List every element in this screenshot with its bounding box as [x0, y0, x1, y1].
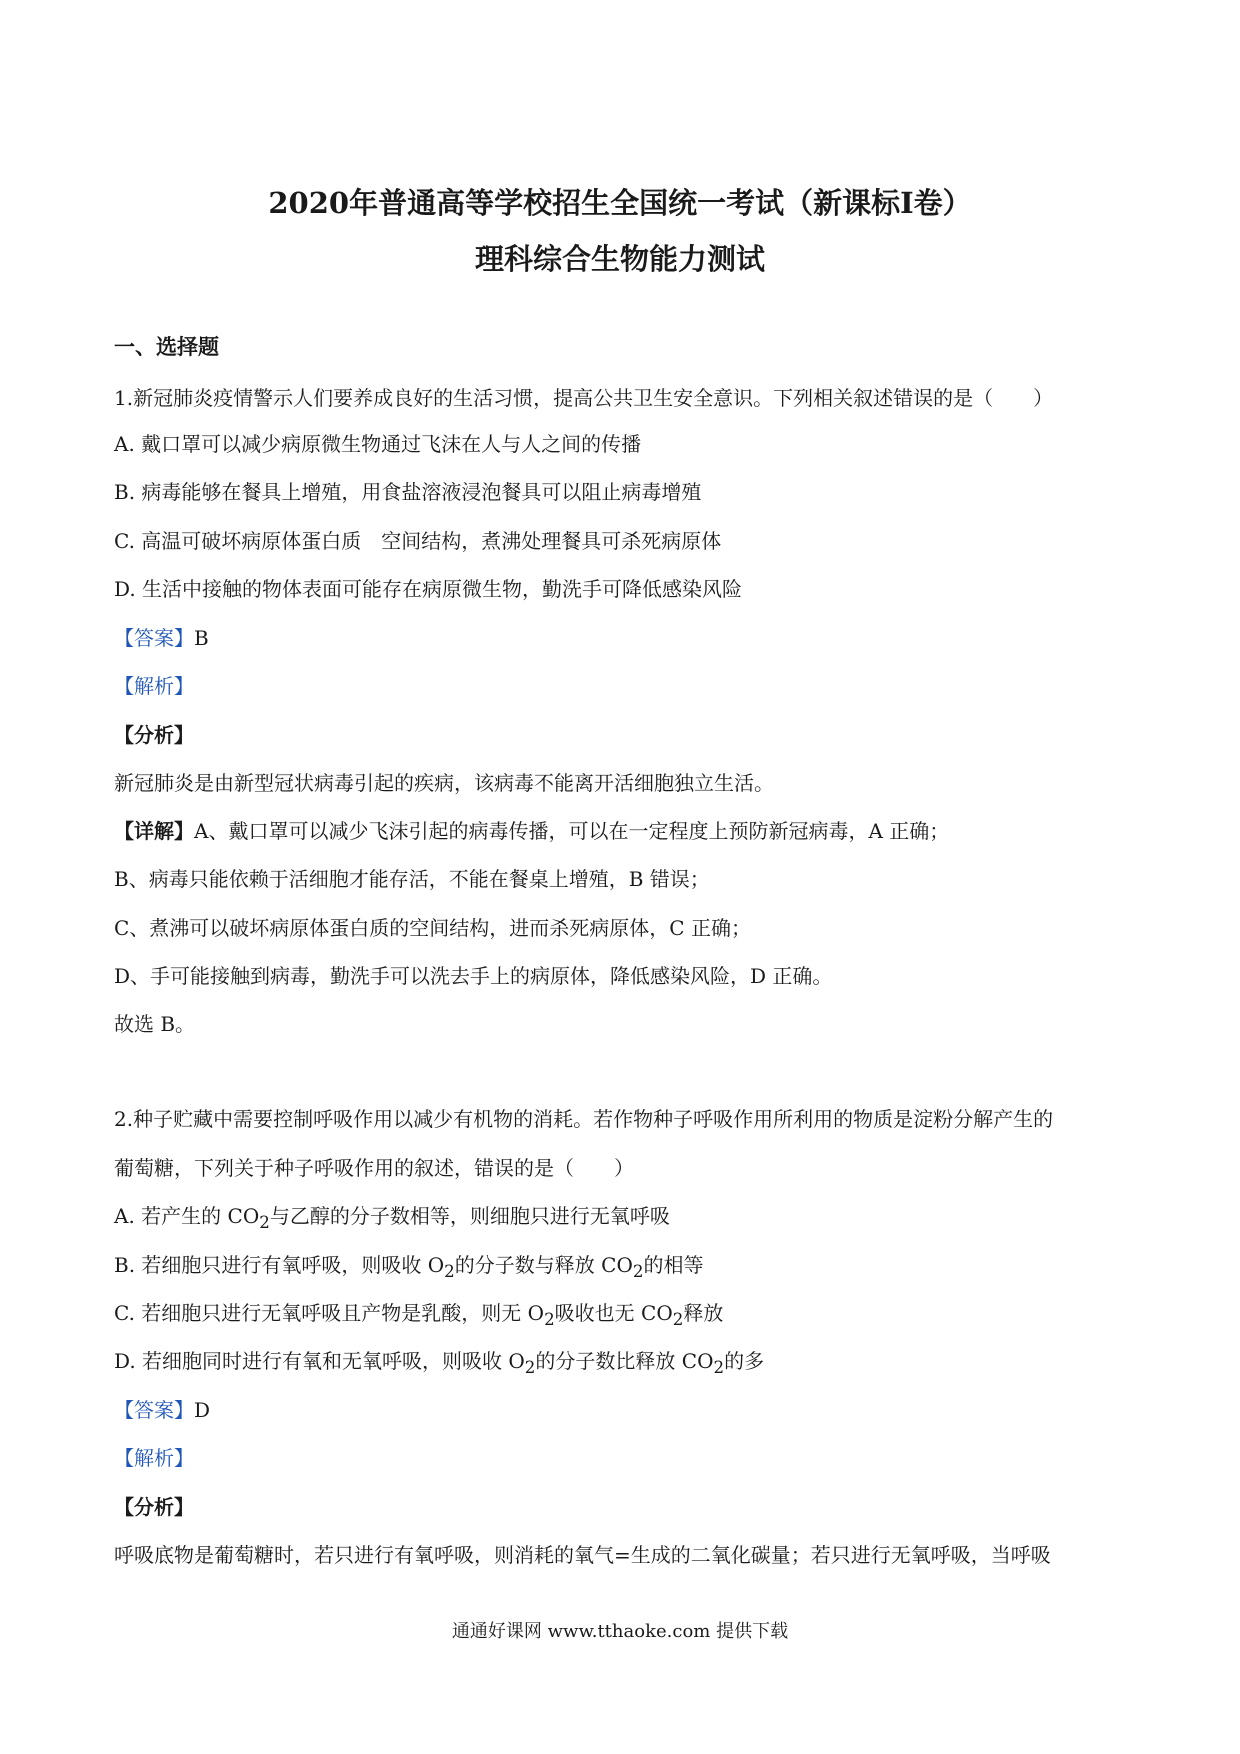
opt-text: 的相等	[643, 1253, 704, 1277]
opt-text: C. 若细胞只进行无氧呼吸且产物是乳酸，则无 O	[114, 1301, 545, 1325]
subscript: 2	[544, 1310, 555, 1329]
subscript: 2	[632, 1262, 644, 1281]
q1-answer	[114, 625, 209, 651]
opt-text: 的分子数比释放 CO	[535, 1349, 714, 1373]
opt-text: 释放	[683, 1301, 724, 1325]
q2-fenxi-label: 【分析】	[114, 1495, 194, 1519]
q2-jiexi-label: 【解析】	[114, 1446, 194, 1470]
opt-text: A. 若产生的 CO	[114, 1204, 260, 1228]
q1-detail-2: B、病毒只能依赖于活细胞才能存活，不能在餐桌上增殖，B 错误；	[114, 867, 710, 891]
q1-option-a: A. 戴口罩可以减少病原微生物通过飞沫在人与人之间的传播	[114, 432, 642, 456]
q2-option-c	[114, 1300, 723, 1333]
exam-subtitle: 理科综合生物能力测试	[474, 242, 765, 276]
q2-stem-line-1: 2.种子贮藏中需要控制呼吸作用以减少有机物的消耗。若作物种子呼吸作用所利用的物质是淀粉分解产生的	[114, 1107, 1054, 1131]
q1-stem: 1.新冠肺炎疫情警示人们要养成良好的生活习惯，提高公共卫生安全意识。下列相关叙述错误的是（ ）	[114, 386, 1054, 410]
exam-title: 2020年普通高等学校招生全国统一考试（新课标Ⅰ卷）	[268, 186, 972, 220]
q2-option-a	[114, 1203, 670, 1236]
q2-answer	[114, 1397, 210, 1423]
q1-analysis: 新冠肺炎是由新型冠状病毒引起的疾病，该病毒不能离开活细胞独立生活。	[114, 771, 774, 795]
answer-value: B	[194, 626, 209, 650]
detail-text: A、戴口罩可以减少飞沫引起的病毒传播，可以在一定程度上预防新冠病毒，A 正确；	[194, 819, 950, 843]
q1-option-d: D. 生活中接触的物体表面可能存在病原微生物，勤洗手可降低感染风险	[114, 577, 743, 601]
q1-detail-3: C、煮沸可以破坏病原体蛋白质的空间结构，进而杀死病原体，C 正确；	[114, 916, 751, 940]
subscript: 2	[259, 1213, 270, 1232]
answer-label: 【答案】	[114, 626, 194, 650]
opt-text: 与乙醇的分子数相等，则细胞只进行无氧呼吸	[269, 1204, 670, 1228]
subscript: 2	[713, 1358, 725, 1377]
subscript: 2	[672, 1310, 684, 1329]
q1-conclusion: 故选 B。	[114, 1012, 196, 1036]
opt-text: 吸收也无 CO	[554, 1301, 673, 1325]
opt-text: 的分子数与释放 CO	[454, 1253, 633, 1277]
q2-option-b	[114, 1252, 703, 1285]
section-heading: 一、选择题	[114, 334, 219, 359]
q1-detail-1	[114, 818, 949, 844]
q1-option-b: B. 病毒能够在餐具上增殖，用食盐溶液浸泡餐具可以阻止病毒增殖	[114, 480, 702, 504]
detail-label: 【详解】	[114, 819, 194, 843]
q1-detail-4: D、手可能接触到病毒，勤洗手可以洗去手上的病原体，降低感染风险，D 正确。	[114, 964, 833, 988]
answer-label: 【答案】	[114, 1398, 194, 1422]
q1-fenxi-label: 【分析】	[114, 723, 194, 747]
answer-value: D	[194, 1398, 211, 1422]
subscript: 2	[524, 1358, 536, 1377]
q1-option-c: C. 高温可破坏病原体蛋白质 空间结构，煮沸处理餐具可杀死病原体	[114, 529, 722, 553]
subscript: 2	[444, 1262, 455, 1281]
q2-analysis: 呼吸底物是葡萄糖时，若只进行有氧呼吸，则消耗的氧气=生成的二氧化碳量；若只进行无氧呼吸，当呼吸	[114, 1543, 1051, 1567]
opt-text: 的多	[724, 1349, 765, 1373]
opt-text: B. 若细胞只进行有氧呼吸，则吸收 O	[114, 1253, 445, 1277]
q1-jiexi-label: 【解析】	[114, 674, 194, 698]
q2-stem-line-2: 葡萄糖，下列关于种子呼吸作用的叙述，错误的是（ ）	[114, 1156, 634, 1180]
q2-option-d	[114, 1348, 764, 1381]
opt-text: D. 若细胞同时进行有氧和无氧呼吸，则吸收 O	[114, 1349, 525, 1373]
page-footer: 通通好课网 www.tthaoke.com 提供下载	[451, 1621, 789, 1642]
